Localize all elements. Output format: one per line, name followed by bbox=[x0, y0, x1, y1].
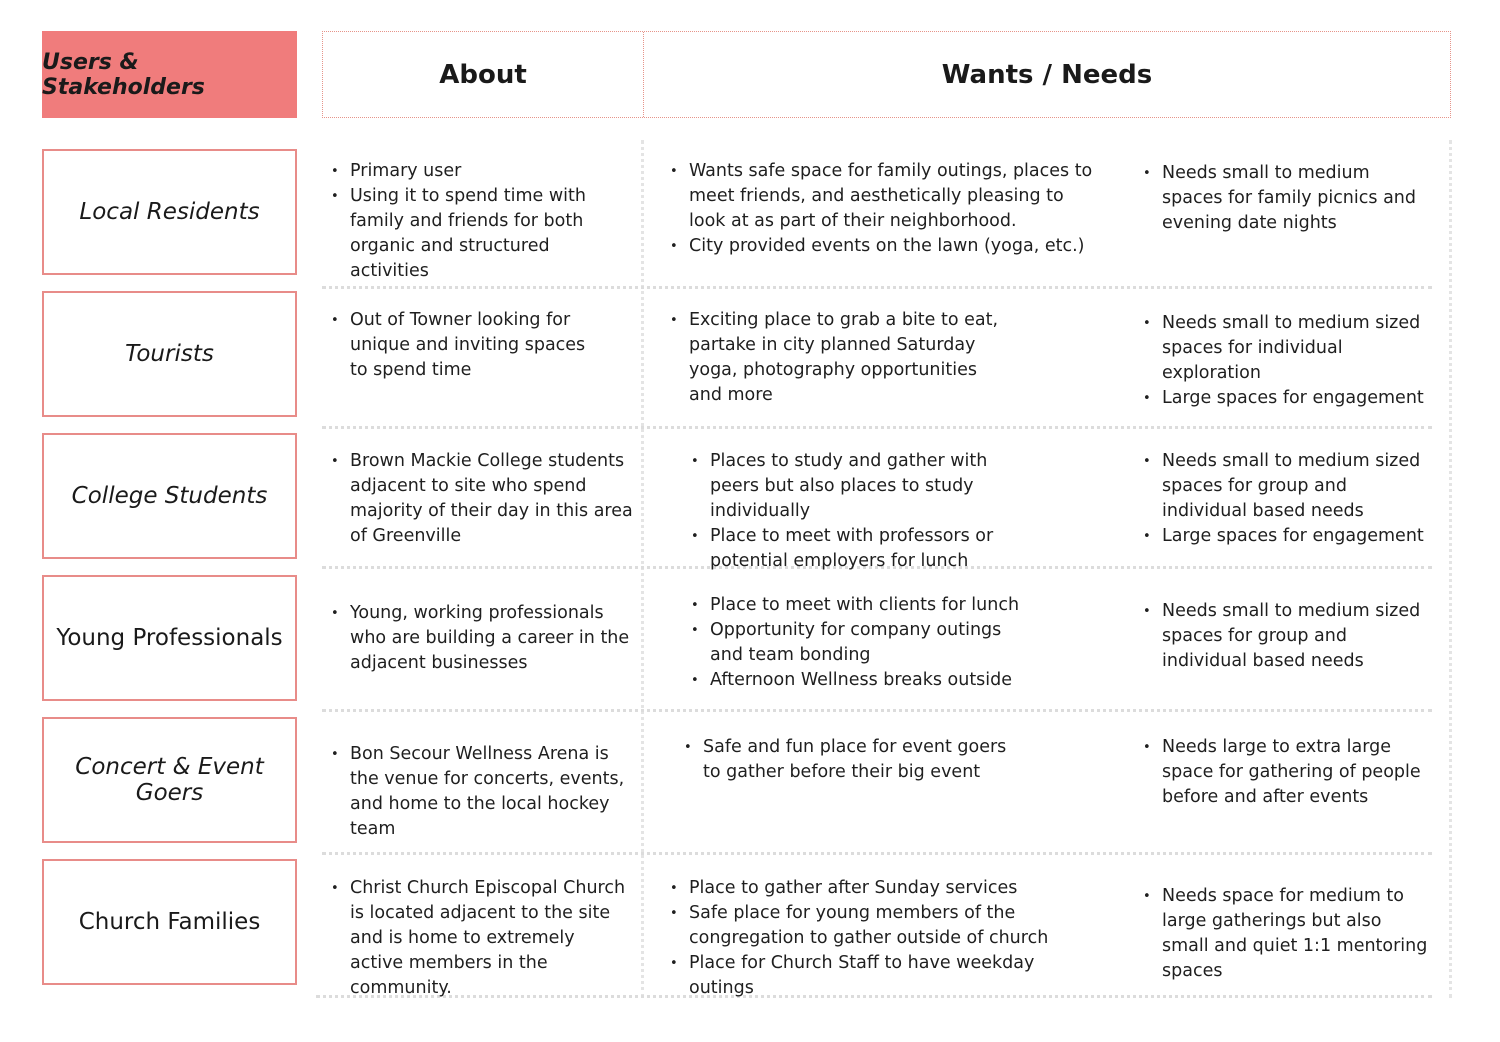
needs-item: • Needs small to medium sized spaces for individual exploration bbox=[1143, 311, 1428, 386]
wants-item: • Place to gather after Sunday services bbox=[670, 876, 1070, 901]
wants-item: • Exciting place to grab a bite to eat, partake in city planned Saturday yoga, photography opportunities and more bbox=[670, 308, 1000, 408]
needs-cell bbox=[1143, 599, 1433, 674]
about-item: • Using it to spend time with family and friends for both organic and structured activities bbox=[331, 184, 631, 284]
needs-item: • Large spaces for engagement bbox=[1143, 524, 1433, 549]
wants-item: • Afternoon Wellness breaks outside bbox=[691, 668, 1036, 693]
needs-cell bbox=[1143, 735, 1428, 810]
wants-item: • Safe place for young members of the congregation to gather outside of church bbox=[670, 901, 1070, 951]
stakeholder-concert-event-goers: Concert & Event Goers bbox=[42, 717, 297, 843]
wants-item: • Safe and fun place for event goers to gather before their big event bbox=[684, 735, 1014, 785]
row-divider bbox=[322, 426, 1432, 429]
wants-item: • City provided events on the lawn (yoga, etc.) bbox=[670, 234, 1100, 259]
wants-item: • Wants safe space for family outings, places to meet friends, and aesthetically pleasing to look at as part of their neighborhood. bbox=[670, 159, 1100, 234]
row-divider bbox=[322, 852, 1432, 855]
needs-item: • Large spaces for engagement bbox=[1143, 386, 1428, 411]
wants-cell bbox=[670, 876, 1070, 1001]
wants-cell bbox=[670, 308, 1000, 408]
stakeholder-tourists: Tourists bbox=[42, 291, 297, 417]
wants-item: • Places to study and gather with peers but also places to study individually bbox=[691, 449, 1031, 524]
stakeholder-young-professionals: Young Professionals bbox=[42, 575, 297, 701]
needs-item: • Needs space for medium to large gatherings but also small and quiet 1:1 mentoring spaces bbox=[1143, 884, 1433, 984]
wants-cell bbox=[684, 735, 1014, 785]
stakeholder-college-students: College Students bbox=[42, 433, 297, 559]
needs-item: • Needs large to extra large space for gathering of people before and after events bbox=[1143, 735, 1428, 810]
about-cell bbox=[331, 601, 636, 676]
wants-cell bbox=[691, 449, 1031, 574]
needs-item: • Needs small to medium sized spaces for group and individual based needs bbox=[1143, 449, 1433, 524]
about-item: • Young, working professionals who are building a career in the adjacent businesses bbox=[331, 601, 636, 676]
about-cell bbox=[331, 159, 631, 284]
about-cell bbox=[331, 308, 601, 383]
wants-item: • Place for Church Staff to have weekday outings bbox=[670, 951, 1070, 1001]
stakeholder-local-residents: Local Residents bbox=[42, 149, 297, 275]
needs-item: • Needs small to medium spaces for family picnics and evening date nights bbox=[1143, 161, 1428, 236]
wants-item: • Place to meet with clients for lunch bbox=[691, 593, 1036, 618]
wants-cell bbox=[670, 159, 1100, 259]
about-header: About bbox=[323, 32, 644, 117]
wants-item: • Opportunity for company outings and team bonding bbox=[691, 618, 1036, 668]
needs-cell bbox=[1143, 449, 1433, 549]
wants-item: • Place to meet with professors or potential employers for lunch bbox=[691, 524, 1031, 574]
needs-cell bbox=[1143, 161, 1428, 236]
about-cell bbox=[331, 449, 636, 549]
stakeholders-header bbox=[42, 31, 297, 118]
column-header-bar bbox=[322, 31, 1451, 118]
column-divider-right bbox=[1449, 140, 1452, 998]
wants-needs-header: Wants / Needs bbox=[941, 59, 1153, 90]
needs-item: • Needs small to medium sized spaces for group and individual based needs bbox=[1143, 599, 1433, 674]
about-item: • Bon Secour Wellness Arena is the venue for concerts, events, and home to the local hockey team bbox=[331, 742, 631, 842]
stakeholder-church-families: Church Families bbox=[42, 859, 297, 985]
stakeholders-header-label: Users & Stakeholders bbox=[42, 49, 205, 100]
about-cell bbox=[331, 742, 631, 842]
about-item: • Out of Towner looking for unique and inviting spaces to spend time bbox=[331, 308, 601, 383]
about-item: • Brown Mackie College students adjacent to site who spend majority of their day in this area of Greenville bbox=[331, 449, 636, 549]
about-item: • Primary user bbox=[331, 159, 631, 184]
wants-cell bbox=[691, 593, 1036, 693]
row-divider bbox=[322, 286, 1432, 289]
about-item: • Christ Church Episcopal Church is located adjacent to the site and is home to extremely active members in the community. bbox=[331, 876, 631, 1001]
row-divider bbox=[322, 709, 1432, 712]
needs-cell bbox=[1143, 311, 1428, 411]
column-divider-about bbox=[641, 140, 644, 998]
needs-cell bbox=[1143, 884, 1433, 984]
about-cell bbox=[331, 876, 631, 1001]
